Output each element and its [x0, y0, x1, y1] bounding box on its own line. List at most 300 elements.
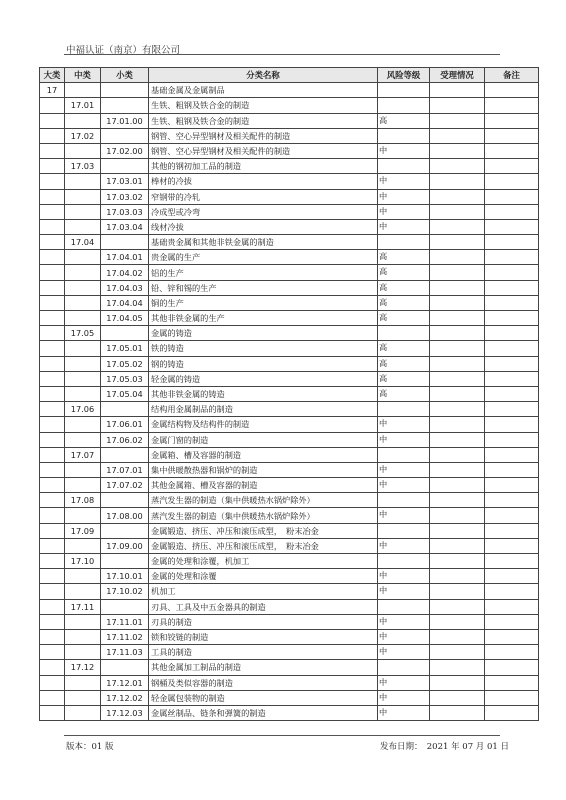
- cell-remarks: [485, 569, 539, 584]
- cell-category-name: 冷成型或冷弯: [149, 204, 378, 219]
- cell-risk-level: 高: [378, 341, 430, 356]
- table-row: [40, 235, 539, 250]
- cell-remarks: [485, 538, 539, 553]
- cell-category-name: 金属箱、槽及容器的制造: [149, 447, 378, 462]
- table-row: [40, 159, 539, 174]
- table-row: [40, 174, 539, 189]
- cell-risk-level: [378, 402, 430, 417]
- header-divider: [64, 54, 500, 55]
- cell-minor-code: 17.05.02: [101, 356, 149, 371]
- cell-risk-level: 高: [378, 250, 430, 265]
- cell-middle-code: [65, 705, 101, 720]
- cell-acceptance: [430, 447, 485, 462]
- table-header-row: [40, 68, 539, 83]
- cell-acceptance: [430, 523, 485, 538]
- cell-remarks: [485, 614, 539, 629]
- cell-major-code: [40, 311, 65, 326]
- cell-risk-level: [378, 599, 430, 614]
- table-row: [40, 326, 539, 341]
- cell-minor-code: [101, 660, 149, 675]
- cell-risk-level: 中: [378, 614, 430, 629]
- cell-major-code: [40, 219, 65, 234]
- cell-category-name: 金属锻造、挤压、冲压和滚压成型， 粉末冶金: [149, 538, 378, 553]
- cell-minor-code: [101, 447, 149, 462]
- col-header-category-name: 分类名称: [149, 68, 378, 83]
- cell-middle-code: [65, 629, 101, 644]
- cell-minor-code: 17.07.02: [101, 478, 149, 493]
- cell-middle-code: 17.09: [65, 523, 101, 538]
- cell-middle-code: [65, 311, 101, 326]
- cell-category-name: 机加工: [149, 584, 378, 599]
- col-header-major: 大类: [40, 68, 65, 83]
- cell-acceptance: [430, 189, 485, 204]
- cell-major-code: [40, 660, 65, 675]
- cell-minor-code: [101, 83, 149, 98]
- cell-category-name: 其他金属加工制品的制造: [149, 660, 378, 675]
- cell-major-code: [40, 341, 65, 356]
- cell-minor-code: 17.12.03: [101, 705, 149, 720]
- cell-remarks: [485, 98, 539, 113]
- cell-minor-code: 17.03.03: [101, 204, 149, 219]
- cell-risk-level: 高: [378, 265, 430, 280]
- cell-middle-code: [65, 432, 101, 447]
- table-row: [40, 402, 539, 417]
- cell-category-name: 铝的生产: [149, 265, 378, 280]
- cell-category-name: 生铁、粗钢及铁合金的制造: [149, 98, 378, 113]
- cell-remarks: [485, 690, 539, 705]
- cell-major-code: [40, 675, 65, 690]
- cell-minor-code: 17.06.02: [101, 432, 149, 447]
- cell-acceptance: [430, 311, 485, 326]
- cell-major-code: [40, 569, 65, 584]
- cell-risk-level: 中: [378, 417, 430, 432]
- cell-remarks: [485, 462, 539, 477]
- cell-acceptance: [430, 614, 485, 629]
- cell-major-code: [40, 629, 65, 644]
- cell-risk-level: 中: [378, 432, 430, 447]
- cell-major-code: [40, 235, 65, 250]
- cell-risk-level: [378, 554, 430, 569]
- cell-minor-code: [101, 599, 149, 614]
- cell-major-code: [40, 447, 65, 462]
- cell-middle-code: 17.08: [65, 493, 101, 508]
- cell-acceptance: [430, 538, 485, 553]
- cell-middle-code: 17.04: [65, 235, 101, 250]
- cell-major-code: 17: [40, 83, 65, 98]
- table-row: [40, 98, 539, 113]
- cell-remarks: [485, 417, 539, 432]
- table-row: [40, 143, 539, 158]
- cell-remarks: [485, 113, 539, 128]
- table-row: [40, 386, 539, 401]
- cell-middle-code: [65, 143, 101, 158]
- cell-category-name: 钢管、空心异型钢材及相关配件的制造: [149, 143, 378, 158]
- cell-major-code: [40, 204, 65, 219]
- cell-middle-code: 17.10: [65, 554, 101, 569]
- cell-major-code: [40, 705, 65, 720]
- cell-acceptance: [430, 326, 485, 341]
- cell-major-code: [40, 645, 65, 660]
- cell-major-code: [40, 554, 65, 569]
- cell-minor-code: 17.04.03: [101, 280, 149, 295]
- cell-risk-level: 中: [378, 645, 430, 660]
- table-row: [40, 705, 539, 720]
- cell-acceptance: [430, 219, 485, 234]
- table-row: [40, 417, 539, 432]
- cell-minor-code: 17.11.02: [101, 629, 149, 644]
- cell-middle-code: [65, 462, 101, 477]
- cell-minor-code: 17.05.03: [101, 371, 149, 386]
- cell-risk-level: [378, 159, 430, 174]
- cell-remarks: [485, 189, 539, 204]
- cell-category-name: 金属的铸造: [149, 326, 378, 341]
- cell-acceptance: [430, 113, 485, 128]
- cell-remarks: [485, 280, 539, 295]
- cell-remarks: [485, 523, 539, 538]
- cell-acceptance: [430, 235, 485, 250]
- table-row: [40, 219, 539, 234]
- cell-remarks: [485, 629, 539, 644]
- cell-minor-code: 17.10.01: [101, 569, 149, 584]
- cell-minor-code: 17.12.02: [101, 690, 149, 705]
- cell-major-code: [40, 402, 65, 417]
- cell-middle-code: [65, 371, 101, 386]
- cell-category-name: 其他金属箱、槽及容器的制造: [149, 478, 378, 493]
- cell-risk-level: [378, 660, 430, 675]
- cell-remarks: [485, 143, 539, 158]
- cell-category-name: 刃具的制造: [149, 614, 378, 629]
- cell-major-code: [40, 523, 65, 538]
- cell-category-name: 工具的制造: [149, 645, 378, 660]
- table-row: [40, 584, 539, 599]
- cell-acceptance: [430, 432, 485, 447]
- cell-middle-code: 17.05: [65, 326, 101, 341]
- table-row: [40, 341, 539, 356]
- cell-remarks: [485, 159, 539, 174]
- cell-minor-code: 17.05.04: [101, 386, 149, 401]
- cell-risk-level: 高: [378, 356, 430, 371]
- cell-remarks: [485, 402, 539, 417]
- cell-major-code: [40, 280, 65, 295]
- cell-category-name: 蒸汽发生器的制造（集中供暖热水锅炉除外）: [149, 493, 378, 508]
- cell-acceptance: [430, 417, 485, 432]
- cell-minor-code: 17.04.02: [101, 265, 149, 280]
- cell-risk-level: 中: [378, 462, 430, 477]
- cell-category-name: 基础金属及金属制品: [149, 83, 378, 98]
- cell-minor-code: 17.11.01: [101, 614, 149, 629]
- cell-remarks: [485, 311, 539, 326]
- cell-minor-code: [101, 493, 149, 508]
- cell-acceptance: [430, 341, 485, 356]
- cell-middle-code: [65, 174, 101, 189]
- cell-middle-code: [65, 569, 101, 584]
- classification-table: [39, 67, 539, 721]
- cell-minor-code: [101, 402, 149, 417]
- cell-risk-level: 中: [378, 538, 430, 553]
- cell-minor-code: 17.06.01: [101, 417, 149, 432]
- cell-acceptance: [430, 143, 485, 158]
- cell-risk-level: 中: [378, 705, 430, 720]
- cell-major-code: [40, 599, 65, 614]
- cell-risk-level: 中: [378, 675, 430, 690]
- cell-major-code: [40, 538, 65, 553]
- cell-major-code: [40, 189, 65, 204]
- cell-minor-code: [101, 159, 149, 174]
- cell-acceptance: [430, 159, 485, 174]
- col-header-middle: 中类: [65, 68, 101, 83]
- cell-category-name: 基础贵金属和其他非铁金属的制造: [149, 235, 378, 250]
- cell-remarks: [485, 554, 539, 569]
- cell-remarks: [485, 250, 539, 265]
- cell-remarks: [485, 645, 539, 660]
- table-row: [40, 523, 539, 538]
- cell-major-code: [40, 295, 65, 310]
- table-row: [40, 629, 539, 644]
- cell-minor-code: [101, 554, 149, 569]
- cell-acceptance: [430, 660, 485, 675]
- cell-acceptance: [430, 250, 485, 265]
- cell-minor-code: 17.12.01: [101, 675, 149, 690]
- cell-remarks: [485, 599, 539, 614]
- cell-remarks: [485, 265, 539, 280]
- cell-remarks: [485, 584, 539, 599]
- cell-middle-code: [65, 265, 101, 280]
- cell-remarks: [485, 508, 539, 523]
- cell-major-code: [40, 462, 65, 477]
- cell-major-code: [40, 250, 65, 265]
- cell-remarks: [485, 356, 539, 371]
- table-row: [40, 675, 539, 690]
- cell-remarks: [485, 341, 539, 356]
- cell-remarks: [485, 432, 539, 447]
- cell-acceptance: [430, 174, 485, 189]
- table-row: [40, 447, 539, 462]
- table-row: [40, 250, 539, 265]
- cell-acceptance: [430, 705, 485, 720]
- cell-category-name: 蒸汽发生器的制造（集中供暖热水锅炉除外）: [149, 508, 378, 523]
- cell-middle-code: 17.11: [65, 599, 101, 614]
- cell-middle-code: 17.06: [65, 402, 101, 417]
- cell-acceptance: [430, 629, 485, 644]
- cell-major-code: [40, 584, 65, 599]
- cell-remarks: [485, 660, 539, 675]
- table-row: [40, 462, 539, 477]
- cell-minor-code: [101, 98, 149, 113]
- cell-acceptance: [430, 128, 485, 143]
- cell-middle-code: 17.03: [65, 159, 101, 174]
- cell-major-code: [40, 159, 65, 174]
- cell-major-code: [40, 326, 65, 341]
- cell-risk-level: 中: [378, 584, 430, 599]
- cell-major-code: [40, 143, 65, 158]
- cell-minor-code: 17.02.00: [101, 143, 149, 158]
- cell-minor-code: [101, 235, 149, 250]
- cell-category-name: 铜的生产: [149, 295, 378, 310]
- cell-acceptance: [430, 493, 485, 508]
- cell-acceptance: [430, 462, 485, 477]
- cell-remarks: [485, 326, 539, 341]
- cell-category-name: 金属锻造、挤压、冲压和滚压成型， 粉末冶金: [149, 523, 378, 538]
- cell-risk-level: [378, 523, 430, 538]
- cell-remarks: [485, 174, 539, 189]
- cell-remarks: [485, 235, 539, 250]
- footer-divider: [64, 735, 500, 736]
- cell-acceptance: [430, 402, 485, 417]
- cell-minor-code: 17.10.02: [101, 584, 149, 599]
- cell-remarks: [485, 478, 539, 493]
- cell-category-name: 集中供暖散热器和锅炉的制造: [149, 462, 378, 477]
- col-header-acceptance: 受理情况: [430, 68, 485, 83]
- table-row: [40, 478, 539, 493]
- cell-risk-level: 中: [378, 204, 430, 219]
- cell-category-name: 金属门窗的制造: [149, 432, 378, 447]
- cell-risk-level: 中: [378, 143, 430, 158]
- table-row: [40, 432, 539, 447]
- cell-middle-code: [65, 386, 101, 401]
- cell-category-name: 其他的钢初加工品的制造: [149, 159, 378, 174]
- cell-category-name: 生铁、粗钢及铁合金的制造: [149, 113, 378, 128]
- table-row: [40, 265, 539, 280]
- cell-minor-code: 17.01.00: [101, 113, 149, 128]
- cell-acceptance: [430, 675, 485, 690]
- cell-minor-code: [101, 523, 149, 538]
- cell-risk-level: [378, 447, 430, 462]
- table-row: [40, 554, 539, 569]
- cell-middle-code: [65, 645, 101, 660]
- cell-category-name: 铁的铸造: [149, 341, 378, 356]
- cell-major-code: [40, 417, 65, 432]
- cell-major-code: [40, 690, 65, 705]
- cell-risk-level: 高: [378, 280, 430, 295]
- cell-acceptance: [430, 204, 485, 219]
- cell-acceptance: [430, 584, 485, 599]
- cell-middle-code: [65, 83, 101, 98]
- cell-remarks: [485, 295, 539, 310]
- table-row: [40, 128, 539, 143]
- cell-risk-level: [378, 128, 430, 143]
- cell-middle-code: [65, 219, 101, 234]
- cell-category-name: 棒材的冷拔: [149, 174, 378, 189]
- cell-risk-level: 中: [378, 219, 430, 234]
- cell-category-name: 刃具、工具及中五金器具的制造: [149, 599, 378, 614]
- cell-middle-code: [65, 508, 101, 523]
- table-row: [40, 356, 539, 371]
- cell-acceptance: [430, 371, 485, 386]
- cell-acceptance: [430, 569, 485, 584]
- cell-category-name: 结构用金属制品的制造: [149, 402, 378, 417]
- cell-middle-code: [65, 295, 101, 310]
- cell-minor-code: 17.05.01: [101, 341, 149, 356]
- cell-category-name: 钢的铸造: [149, 356, 378, 371]
- cell-remarks: [485, 204, 539, 219]
- cell-category-name: 锁和铰链的制造: [149, 629, 378, 644]
- table-body: [40, 83, 539, 721]
- cell-acceptance: [430, 280, 485, 295]
- cell-middle-code: 17.01: [65, 98, 101, 113]
- table-row: [40, 204, 539, 219]
- cell-acceptance: [430, 386, 485, 401]
- cell-risk-level: [378, 235, 430, 250]
- cell-category-name: 轻金属的铸造: [149, 371, 378, 386]
- table-row: [40, 614, 539, 629]
- cell-middle-code: 17.02: [65, 128, 101, 143]
- cell-risk-level: [378, 83, 430, 98]
- cell-risk-level: [378, 98, 430, 113]
- cell-middle-code: [65, 113, 101, 128]
- cell-category-name: 其他非铁金属的铸造: [149, 386, 378, 401]
- cell-remarks: [485, 447, 539, 462]
- version-label: 版本：01 版: [66, 742, 114, 752]
- cell-minor-code: 17.09.00: [101, 538, 149, 553]
- cell-category-name: 窄钢带的冷轧: [149, 189, 378, 204]
- col-header-remarks: 备注: [485, 68, 539, 83]
- cell-middle-code: [65, 690, 101, 705]
- company-header: 中福认证（南京）有限公司: [66, 45, 181, 56]
- cell-risk-level: 高: [378, 311, 430, 326]
- cell-middle-code: 17.12: [65, 660, 101, 675]
- cell-risk-level: 中: [378, 189, 430, 204]
- table-row: [40, 508, 539, 523]
- cell-remarks: [485, 371, 539, 386]
- cell-category-name: 其他非铁金属的生产: [149, 311, 378, 326]
- cell-category-name: 金属的处理和涂覆，机加工: [149, 554, 378, 569]
- col-header-minor: 小类: [101, 68, 149, 83]
- cell-middle-code: 17.07: [65, 447, 101, 462]
- cell-acceptance: [430, 478, 485, 493]
- cell-category-name: 金属的处理和涂覆: [149, 569, 378, 584]
- cell-middle-code: [65, 675, 101, 690]
- cell-minor-code: 17.03.02: [101, 189, 149, 204]
- cell-middle-code: [65, 250, 101, 265]
- cell-middle-code: [65, 478, 101, 493]
- cell-minor-code: 17.03.04: [101, 219, 149, 234]
- cell-minor-code: 17.04.01: [101, 250, 149, 265]
- cell-risk-level: 中: [378, 569, 430, 584]
- table-row: [40, 311, 539, 326]
- cell-acceptance: [430, 295, 485, 310]
- table-row: [40, 660, 539, 675]
- cell-major-code: [40, 98, 65, 113]
- table-row: [40, 280, 539, 295]
- cell-remarks: [485, 386, 539, 401]
- cell-major-code: [40, 493, 65, 508]
- cell-acceptance: [430, 599, 485, 614]
- cell-remarks: [485, 219, 539, 234]
- cell-middle-code: [65, 280, 101, 295]
- cell-risk-level: 高: [378, 113, 430, 128]
- cell-risk-level: 中: [378, 629, 430, 644]
- cell-minor-code: [101, 326, 149, 341]
- cell-middle-code: [65, 584, 101, 599]
- cell-remarks: [485, 705, 539, 720]
- cell-major-code: [40, 508, 65, 523]
- cell-risk-level: 中: [378, 508, 430, 523]
- table-row: [40, 113, 539, 128]
- cell-major-code: [40, 614, 65, 629]
- cell-category-name: 钢管、空心异型钢材及相关配件的制造: [149, 128, 378, 143]
- cell-major-code: [40, 478, 65, 493]
- table-row: [40, 599, 539, 614]
- cell-category-name: 轻金属包装物的制造: [149, 690, 378, 705]
- cell-major-code: [40, 128, 65, 143]
- cell-acceptance: [430, 690, 485, 705]
- table-row: [40, 371, 539, 386]
- cell-middle-code: [65, 204, 101, 219]
- col-header-risk-level: 风险等级: [378, 68, 430, 83]
- cell-risk-level: [378, 493, 430, 508]
- cell-major-code: [40, 371, 65, 386]
- cell-major-code: [40, 265, 65, 280]
